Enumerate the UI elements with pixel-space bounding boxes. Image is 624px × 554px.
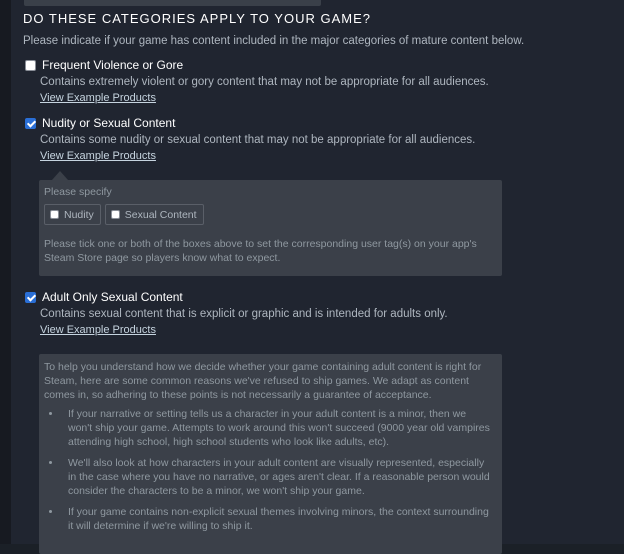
specify-note: Please tick one or both of the boxes above to set the corresponding user tag(s) on your app's Steam Store page so players know what to expect. [44,238,477,264]
adult-guidelines-list [44,407,490,533]
nudity-option-checkbox[interactable] [50,210,59,219]
adult-guidelines-box [39,354,502,554]
category-description: Contains sexual content that is explicit or graphic and is intended for adults only. [40,308,448,320]
category-description: Contains extremely violent or gory content that may not be appropriate for all audiences. [40,76,489,88]
section-heading: DO THESE CATEGORIES APPLY TO YOUR GAME? [23,11,371,26]
category-label: Frequent Violence or Gore [42,58,184,72]
nudity-option[interactable] [44,204,101,225]
guideline-item: • If your narrative or setting tells us a character in your adult content is a minor, then we won't ship your game. Attempts to work around this won't succeed (9000 year old vampires attending high school, high school students who look like adults, etc). [62,407,490,449]
sexual-content-option[interactable] [105,204,204,225]
category-violence-row[interactable] [25,57,489,73]
category-violence [25,57,489,106]
top-input-edge [24,0,321,6]
specify-options [44,204,204,225]
adult-guidelines-intro: To help you understand how we decide whether your game containing adult content is right for Steam, here are some common reasons we've refused to ship games. We adapt as content comes in, so adhering to these points is not necessarily a guarantee of acceptance. [44,361,482,401]
nudity-option-label: Nudity [64,208,94,221]
adult-only-checkbox[interactable] [25,292,36,303]
specify-box [39,180,502,276]
section-intro: Please indicate if your game has content included in the major categories of mature content below. [23,35,525,47]
category-nudity [25,115,475,164]
specify-label: Please specify [44,186,112,198]
specify-box-caret [52,171,68,180]
guideline-item: • We'll also look at how characters in your adult content are visually represented, especially in the case where you have no narrative, or ages aren't clear. If a reasonable person would consider the characters to be a minor, we won't ship your game. [62,456,490,498]
category-label: Nudity or Sexual Content [42,116,176,130]
category-description: Contains some nudity or sexual content that may not be appropriate for all audiences. [40,134,476,146]
view-example-products-link[interactable]: View Example Products [40,92,156,104]
left-gutter [0,0,11,544]
guideline-item: • If your game contains non-explicit sexual themes involving minors, the context surrounding it will determine if we're willing to ship it. [62,505,490,533]
category-adult-only-row[interactable] [25,289,448,305]
nudity-checkbox[interactable] [25,118,36,129]
view-example-products-link[interactable]: View Example Products [40,324,156,336]
sexual-content-option-label: Sexual Content [124,208,197,221]
sexual-content-option-checkbox[interactable] [111,210,120,219]
view-example-products-link[interactable]: View Example Products [40,150,156,162]
violence-checkbox[interactable] [25,60,36,71]
category-nudity-row[interactable] [25,115,475,131]
category-adult-only [25,289,448,338]
category-label: Adult Only Sexual Content [42,290,183,304]
